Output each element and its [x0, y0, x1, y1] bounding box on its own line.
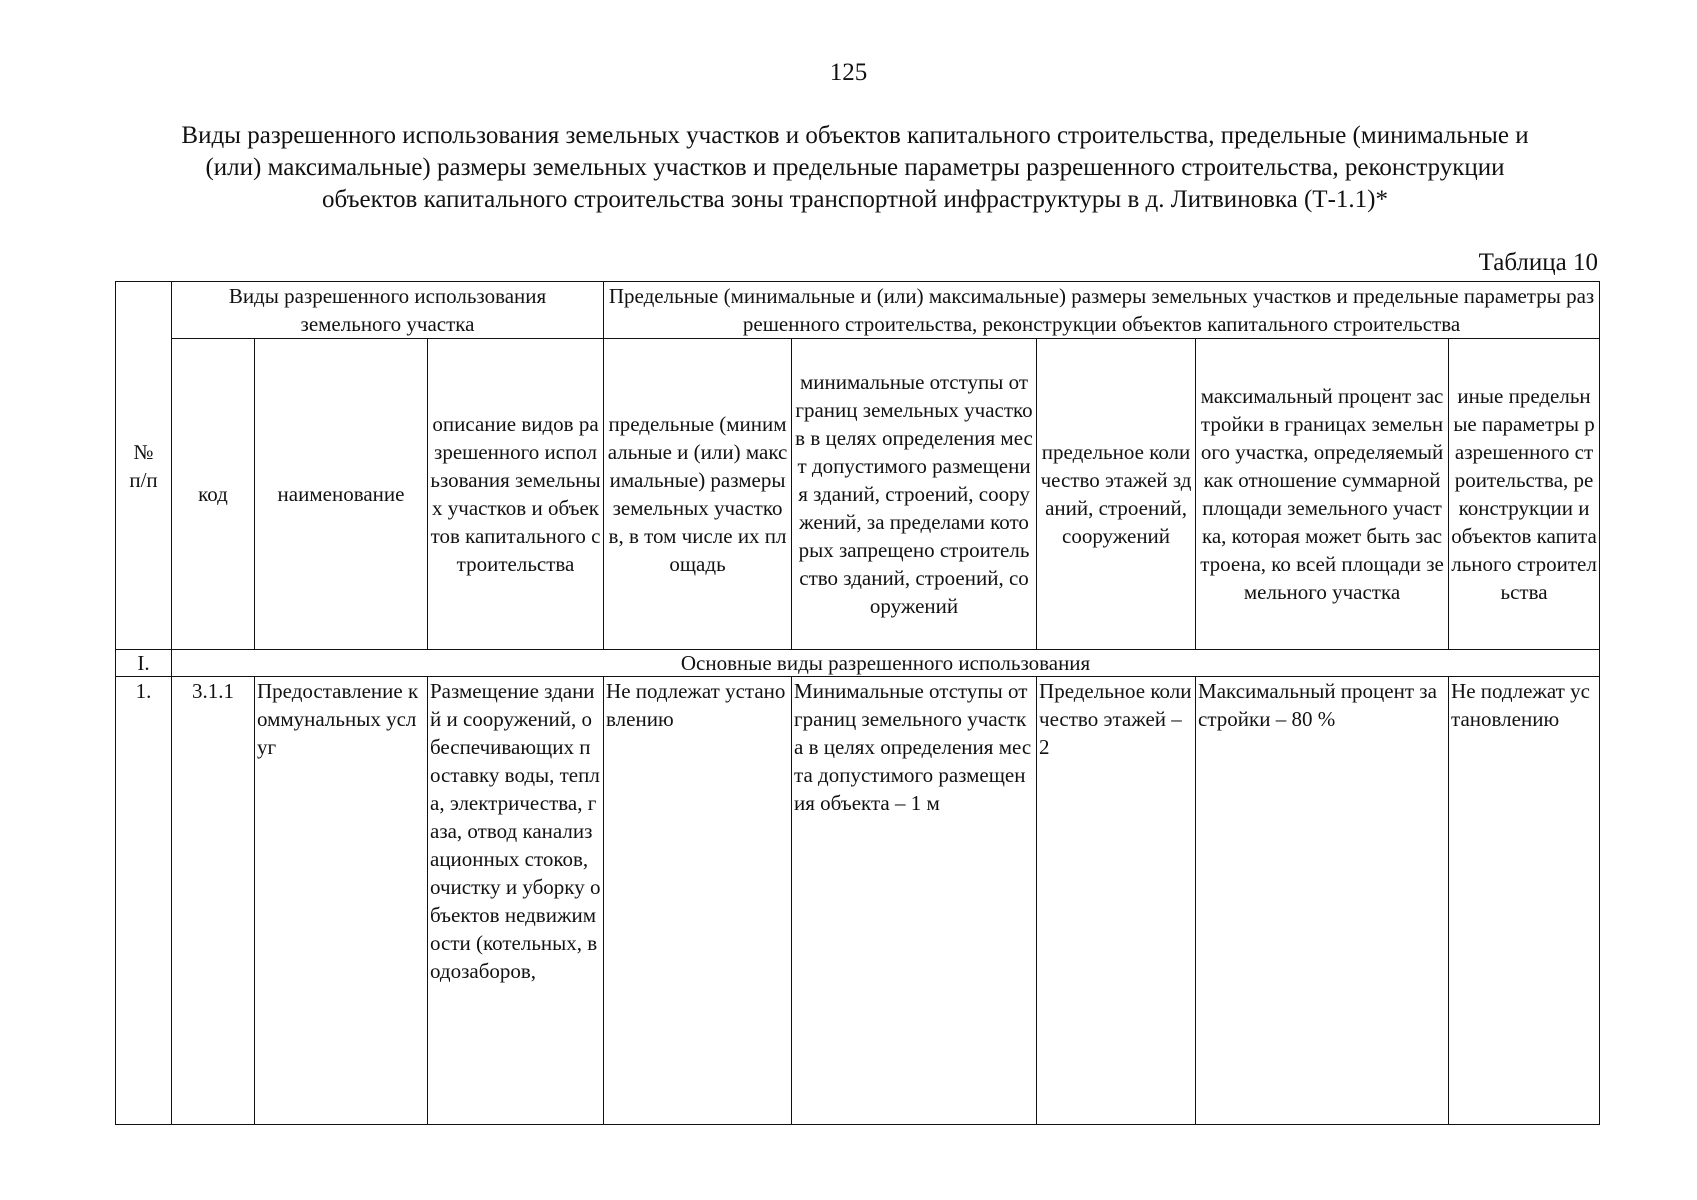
header-plot-size: предельные (минимальные и (или) максимальные) размеры земельных участков, в том числе их площадь [604, 339, 792, 650]
page-number: 125 [829, 59, 868, 86]
cell-floors: Предельное количество этажей – 2 [1037, 677, 1196, 1125]
header-coverage: максимальный процент застройки в границах земельного участка, определяемый как отношение суммарной площади земельного участка, которая может быть застроена, ко всей площади земельного участка [1196, 339, 1449, 650]
header-setbacks: минимальные отступы от границ земельных участков в целях определения мест допустимого размещения зданий, строений, сооружений, за пределами которых запрещено строительство зданий, строений, сооружений [792, 339, 1037, 650]
header-row-columns [116, 339, 1600, 650]
cell-name: Предоставление коммунальных услуг [255, 677, 428, 1125]
header-code: код [172, 339, 255, 650]
table-caption: Таблица 10 [1478, 249, 1598, 276]
cell-setbacks: Минимальные отступы от границ земельного участка в целях определения места допустимого размещения объекта – 1 м [792, 677, 1037, 1125]
cell-code: 3.1.1 [172, 677, 255, 1125]
cell-other: Не подлежат установлению [1449, 677, 1600, 1125]
table-row [116, 677, 1600, 1125]
header-name: наименование [255, 339, 428, 650]
header-group-use: Виды разрешенного использования земельного участка [172, 282, 604, 339]
cell-num: 1. [116, 677, 172, 1125]
header-row-groups [116, 282, 1600, 339]
header-description: описание видов разрешенного использования земельных участков и объектов капитального строительства [428, 339, 604, 650]
cell-plot-size: Не подлежат установлению [604, 677, 792, 1125]
zoning-table [115, 281, 1600, 1125]
section-title: Основные виды разрешенного использования [172, 650, 1600, 677]
header-num: № п/п [116, 282, 172, 650]
section-num: I. [116, 650, 172, 677]
header-other: иные предельные параметры разрешенного строительства, реконструкции и объектов капитального строительства [1449, 339, 1600, 650]
section-row [116, 650, 1600, 677]
cell-description: Размещение зданий и сооружений, обеспечивающих поставку воды, тепла, электричества, газа, отвод канализационных стоков, очистку и уборку объектов недвижимости (котельных, водозаборов, [428, 677, 604, 1125]
cell-coverage: Максимальный процент застройки – 80 % [1196, 677, 1449, 1125]
document-title: Виды разрешенного использования земельных участков и объектов капитального строительства, предельные (минимальные и (или) максимальные) размеры земельных участков и предельные параметры разрешенного строительства, реконструкции объектов капитального строительства зоны транспортной инфраструктуры в д. Литвиновка (Т-1.1)* [181, 122, 1529, 213]
header-floors: предельное количество этажей зданий, строений, сооружений [1037, 339, 1196, 650]
header-group-limits: Предельные (минимальные и (или) максимальные) размеры земельных участков и предельные параметры разрешенного строительства, реконструкции объектов капитального строительства [604, 282, 1600, 339]
